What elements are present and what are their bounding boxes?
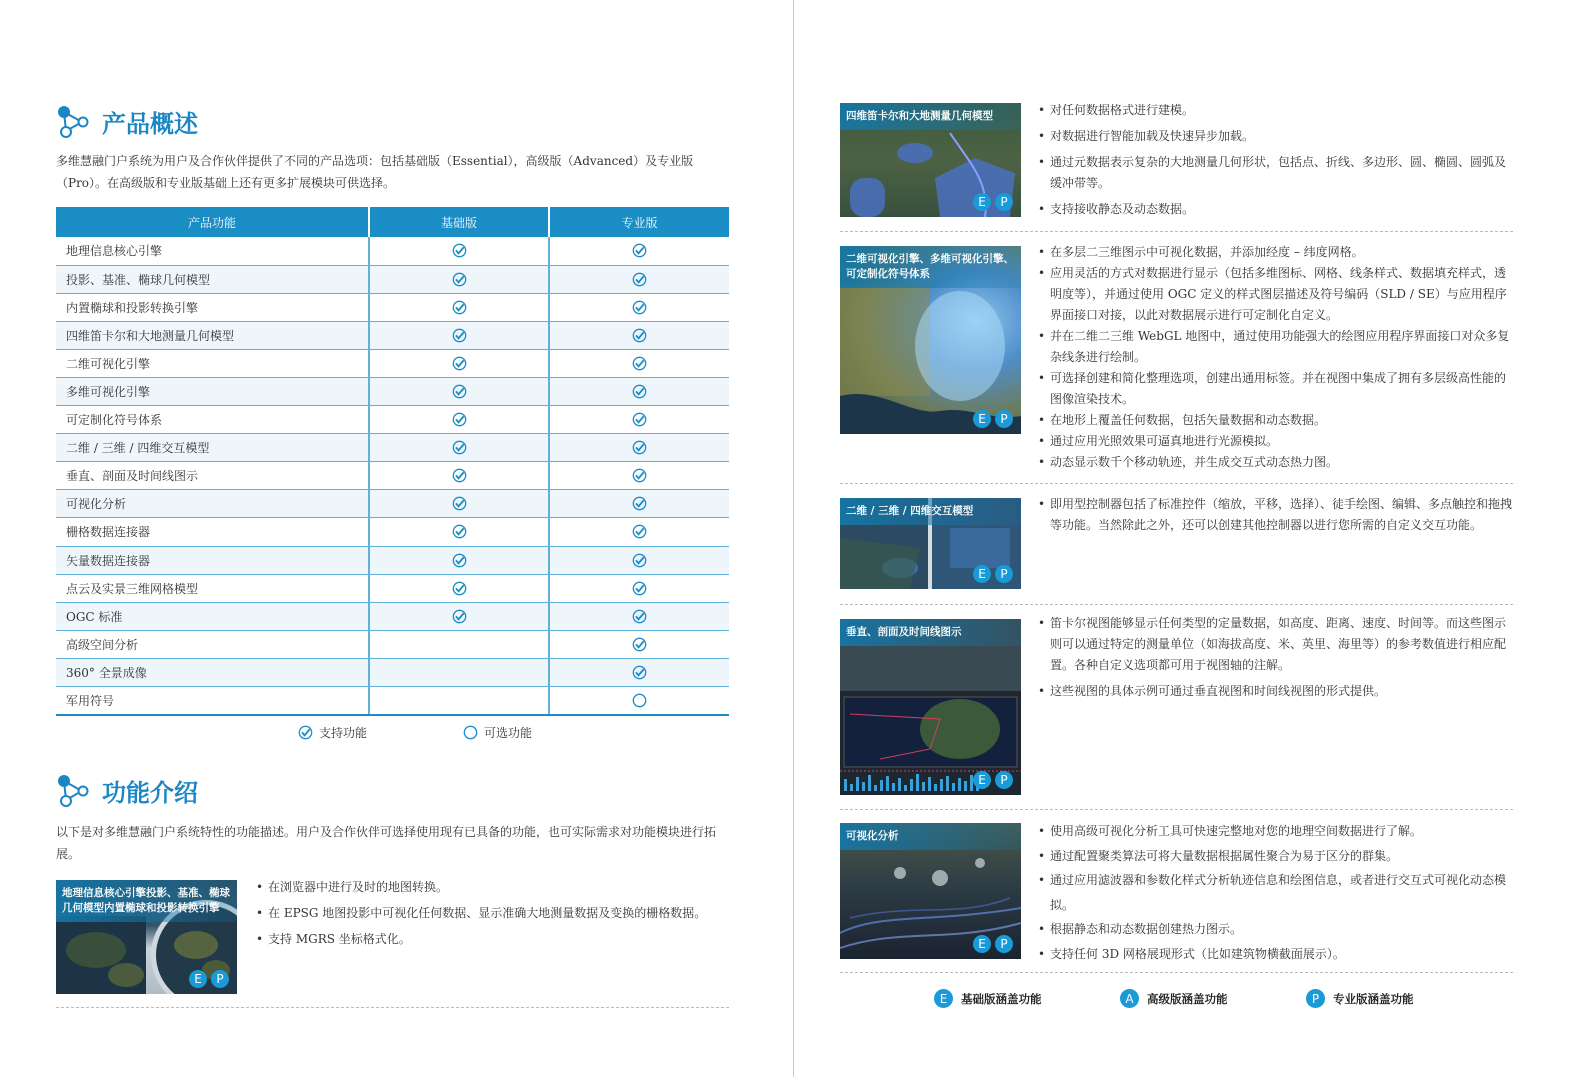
check-circle-icon: [452, 300, 467, 315]
molecule-icon: [56, 774, 90, 808]
pro-cell: [549, 293, 729, 321]
check-circle-icon: [452, 272, 467, 287]
basic-cell: [369, 602, 549, 630]
table-row: [56, 658, 729, 686]
bullet-item: • 在地形上覆盖任何数据，包括矢量数据和动态数据。: [1038, 410, 1516, 431]
legend-advanced: [1120, 989, 1306, 1008]
pro-cell: [549, 574, 729, 602]
basic-cell: [369, 237, 549, 265]
molecule-icon: [56, 105, 90, 139]
feature-name-cell: 矢量数据连接器: [56, 546, 369, 574]
basic-cell: [369, 293, 549, 321]
table-row: [56, 293, 729, 321]
feature-name-cell: 栅格数据连接器: [56, 518, 369, 546]
badge-p: P: [995, 935, 1013, 953]
feature-name-cell: 多维可视化引擎: [56, 377, 369, 405]
bullet-item: • 通过配置聚类算法可将大量数据根据属性聚合为易于区分的群集。: [1038, 844, 1516, 869]
edition-badges: [973, 565, 1013, 583]
check-circle-icon: [452, 524, 467, 539]
check-circle-icon: [452, 581, 467, 596]
bullets-timeline: [1038, 613, 1516, 707]
table-legend: [298, 724, 622, 741]
feature-name-cell: 高级空间分析: [56, 630, 369, 658]
feature-name-cell: 地理信息核心引擎: [56, 237, 369, 265]
table-row: [56, 462, 729, 490]
bullet-item: • 根据静态和动态数据创建热力图示。: [1038, 917, 1516, 942]
thumbnail-caption: 二维可视化引擎、多维可视化引擎、可定制化符号体系: [840, 246, 1021, 288]
pro-cell: [549, 377, 729, 405]
check-circle-icon: [632, 356, 647, 371]
bullet-item: • 在 EPSG 地图投影中可视化任何数据、显示准确大地测量数据及变换的栅格数据。: [256, 903, 726, 924]
features-header: [56, 773, 198, 808]
legend-supported-label: 支持功能: [319, 726, 368, 740]
bullet-item: • 通过应用滤波器和参数化样式分析轨迹信息和绘图信息，或者进行交互式可视化动态模拟。: [1038, 868, 1516, 917]
bullet-item: • 笛卡尔视图能够显示任何类型的定量数据，如高度、距离、速度、时间等。而这些图示则可以通过特定的测量单位（如海拔高度、米、英里、海里等）的参考数值进行相应配置。各种自定义选项都可用于视图轴的注解。: [1038, 613, 1516, 676]
thumbnail-visualization-engine: [840, 246, 1021, 434]
divider: [840, 809, 1513, 810]
legend-basic: [934, 989, 1120, 1008]
check-circle-icon: [632, 328, 647, 343]
thumbnail-interaction-model: [840, 498, 1021, 589]
bullet-item: • 使用高级可视化分析工具可快速完整地对您的地理空间数据进行了解。: [1038, 819, 1516, 844]
bullet-item: • 在浏览器中进行及时的地图转换。: [256, 877, 726, 898]
badge-p: P: [995, 771, 1013, 789]
edition-badges: [973, 410, 1013, 428]
basic-cell: [369, 265, 549, 293]
pro-cell: [549, 687, 729, 715]
pro-cell: [549, 490, 729, 518]
check-circle-icon: [632, 637, 647, 652]
check-circle-icon: [632, 581, 647, 596]
check-circle-icon: [452, 468, 467, 483]
legend-optional: [463, 724, 532, 741]
badge-e: E: [973, 193, 991, 211]
feature-name-cell: 垂直、剖面及时间线图示: [56, 462, 369, 490]
check-circle-icon: [632, 300, 647, 315]
table-row: [56, 406, 729, 434]
feature-name-cell: 点云及实景三维网格模型: [56, 574, 369, 602]
table-row: [56, 349, 729, 377]
bullet-item: • 通过应用光照效果可逼真地进行光源模拟。: [1038, 431, 1516, 452]
badge-e: E: [973, 410, 991, 428]
edition-badges: [973, 771, 1013, 789]
table-row: [56, 546, 729, 574]
basic-cell: [369, 434, 549, 462]
empty-circle-icon: [463, 725, 478, 740]
bullet-item: • 对数据进行智能加载及快速异步加载。: [1038, 126, 1516, 147]
badge-p: P: [211, 970, 229, 988]
feature-name-cell: 二维可视化引擎: [56, 349, 369, 377]
column-header-feature: 产品功能: [56, 207, 369, 237]
pro-cell: [549, 518, 729, 546]
table-row: [56, 518, 729, 546]
bullets-interaction-model: [1038, 494, 1516, 541]
features-title: 功能介绍: [102, 779, 198, 807]
divider: [840, 231, 1513, 232]
table-row: [56, 265, 729, 293]
bullet-item: • 通过元数据表示复杂的大地测量几何形状，包括点、折线、多边形、圆、椭圆、圆弧及缓冲带等。: [1038, 152, 1516, 194]
table-header-row: [56, 207, 729, 237]
column-header-basic: 基础版: [369, 207, 549, 237]
thumbnail-caption: 二维 / 三维 / 四维交互模型: [840, 498, 1021, 525]
table-row: [56, 237, 729, 265]
divider: [840, 972, 1513, 973]
check-circle-icon: [632, 496, 647, 511]
page-spine: [793, 0, 794, 1077]
check-circle-icon: [632, 468, 647, 483]
thumbnail-geo-engine: [56, 880, 237, 994]
badge-e: E: [973, 771, 991, 789]
feature-name-cell: 可定制化符号体系: [56, 406, 369, 434]
check-circle-icon: [452, 496, 467, 511]
badge-p: P: [995, 565, 1013, 583]
overview-intro: 多维慧融门户系统为用户及合作伙伴提供了不同的产品选项：包括基础版（Essential），高级版（Advanced）及专业版（Pro）。在高级版和专业版基础上还有更多扩展模块可供选择。: [56, 154, 694, 190]
badge-e: E: [189, 970, 207, 988]
thumbnail-visual-analysis: [840, 823, 1021, 959]
badge-a: A: [1120, 989, 1139, 1008]
basic-cell: [369, 574, 549, 602]
pro-cell: [549, 434, 729, 462]
badge-p: P: [1306, 989, 1325, 1008]
overview-title: 产品概述: [102, 110, 198, 138]
edition-badges: [973, 193, 1013, 211]
edition-legend: [934, 989, 1492, 1008]
pro-cell: [549, 602, 729, 630]
feature-name-cell: 四维笛卡尔和大地测量几何模型: [56, 321, 369, 349]
column-header-pro: 专业版: [549, 207, 729, 237]
check-circle-icon: [632, 524, 647, 539]
pro-cell: [549, 237, 729, 265]
thumbnail-timeline: [840, 619, 1021, 795]
basic-cell: [369, 630, 549, 658]
legend-supported: [298, 724, 367, 741]
feature-name-cell: 投影、基准、椭球几何模型: [56, 265, 369, 293]
check-circle-icon: [452, 440, 467, 455]
check-circle-icon: [452, 384, 467, 399]
table-row: [56, 321, 729, 349]
table-row: [56, 434, 729, 462]
bullet-item: • 应用灵活的方式对数据进行显示（包括多维图标、网格、线条样式、数据填充样式，透明度等），并通过使用 OGC 定义的样式图层描述及符号编码（SLD / SE）与应用程序界面接口对接，以此对数据展示进行可定制化自定义。: [1038, 263, 1516, 326]
basic-cell: [369, 658, 549, 686]
table-row: [56, 687, 729, 715]
check-circle-icon: [452, 243, 467, 258]
basic-cell: [369, 546, 549, 574]
feature-name-cell: 二维 / 三维 / 四维交互模型: [56, 434, 369, 462]
bullets-geo-engine: [256, 877, 726, 955]
bullet-item: • 在多层二三维图示中可视化数据，并添加经度 – 纬度网格。: [1038, 242, 1516, 263]
pro-cell: [549, 462, 729, 490]
basic-cell: [369, 349, 549, 377]
divider: [840, 483, 1513, 484]
features-intro: 以下是对多维慧融门户系统特性的功能描述。用户及合作伙伴可选择使用现有已具备的功能，也可实际需求对功能模块进行拓展。: [56, 825, 717, 861]
pro-cell: [549, 658, 729, 686]
thumbnail-caption: 地理信息核心引擎投影、基准、椭球几何模型内置椭球和投影转换引擎: [56, 880, 237, 922]
bullet-item: • 对任何数据格式进行建模。: [1038, 100, 1516, 121]
edition-badges: [973, 935, 1013, 953]
basic-cell: [369, 687, 549, 715]
check-circle-icon: [452, 553, 467, 568]
basic-cell: [369, 377, 549, 405]
check-circle-icon: [632, 609, 647, 624]
badge-e: E: [934, 989, 953, 1008]
check-circle-icon: [298, 725, 313, 740]
basic-cell: [369, 321, 549, 349]
table-row: [56, 377, 729, 405]
badge-e: E: [973, 565, 991, 583]
check-circle-icon: [632, 440, 647, 455]
empty-circle-icon: [632, 693, 647, 708]
legend-optional-label: 可选功能: [484, 726, 533, 740]
pro-cell: [549, 546, 729, 574]
product-table: [56, 207, 729, 716]
divider: [840, 604, 1513, 605]
pro-cell: [549, 265, 729, 293]
divider: [56, 1007, 729, 1008]
basic-cell: [369, 490, 549, 518]
badge-p: P: [995, 410, 1013, 428]
thumbnail-cartesian-model: [840, 103, 1021, 217]
feature-name-cell: 360° 全景成像: [56, 658, 369, 686]
legend-pro-label: 专业版涵盖功能: [1333, 991, 1414, 1006]
bullet-item: • 支持任何 3D 网格展现形式（比如建筑物横截面展示）。: [1038, 942, 1516, 967]
feature-name-cell: OGC 标准: [56, 602, 369, 630]
feature-name-cell: 可视化分析: [56, 490, 369, 518]
feature-name-cell: 内置椭球和投影转换引擎: [56, 293, 369, 321]
thumbnail-caption: 四维笛卡尔和大地测量几何模型: [840, 103, 1021, 130]
edition-badges: [189, 970, 229, 988]
table-row: [56, 490, 729, 518]
check-circle-icon: [452, 328, 467, 343]
bullet-item: • 可选择创建和简化整理选项，创建出通用标签。并在视图中集成了拥有多层级高性能的图像渲染技术。: [1038, 368, 1516, 410]
bullet-item: • 支持接收静态及动态数据。: [1038, 199, 1516, 220]
legend-advanced-label: 高级版涵盖功能: [1147, 991, 1228, 1006]
basic-cell: [369, 406, 549, 434]
table-row: [56, 630, 729, 658]
bullet-item: • 这些视图的具体示例可通过垂直视图和时间线视图的形式提供。: [1038, 681, 1516, 702]
check-circle-icon: [632, 243, 647, 258]
bullet-item: • 即用型控制器包括了标准控件（缩放，平移，选择）、徒手绘图、编辑、多点触控和拖拽等功能。当然除此之外，还可以创建其他控制器以进行您所需的自定义交互功能。: [1038, 494, 1516, 536]
check-circle-icon: [452, 356, 467, 371]
bullets-cartesian-model: [1038, 100, 1516, 225]
legend-pro: [1306, 989, 1492, 1008]
bullets-visual-analysis: [1038, 819, 1516, 966]
bullet-item: • 并在二维二三维 WebGL 地图中，通过使用功能强大的绘图应用程序界面接口对众多复杂线条进行绘制。: [1038, 326, 1516, 368]
badge-p: P: [995, 193, 1013, 211]
pro-cell: [549, 349, 729, 377]
table-row: [56, 602, 729, 630]
bullet-item: • 支持 MGRS 坐标格式化。: [256, 929, 726, 950]
pro-cell: [549, 630, 729, 658]
pro-cell: [549, 406, 729, 434]
bullet-item: • 动态显示数千个移动轨迹，并生成交互式动态热力图。: [1038, 452, 1516, 473]
thumbnail-caption: 垂直、剖面及时间线图示: [840, 619, 1021, 646]
legend-basic-label: 基础版涵盖功能: [961, 991, 1042, 1006]
feature-name-cell: 军用符号: [56, 687, 369, 715]
check-circle-icon: [632, 553, 647, 568]
check-circle-icon: [632, 384, 647, 399]
pro-cell: [549, 321, 729, 349]
basic-cell: [369, 518, 549, 546]
thumbnail-caption: 可视化分析: [840, 823, 1021, 850]
table-row: [56, 574, 729, 602]
check-circle-icon: [632, 412, 647, 427]
table-body: [56, 237, 729, 715]
overview-header: [56, 104, 198, 139]
check-circle-icon: [632, 665, 647, 680]
check-circle-icon: [452, 609, 467, 624]
check-circle-icon: [632, 272, 647, 287]
check-circle-icon: [452, 412, 467, 427]
badge-e: E: [973, 935, 991, 953]
basic-cell: [369, 462, 549, 490]
bullets-visualization-engine: [1038, 242, 1516, 473]
